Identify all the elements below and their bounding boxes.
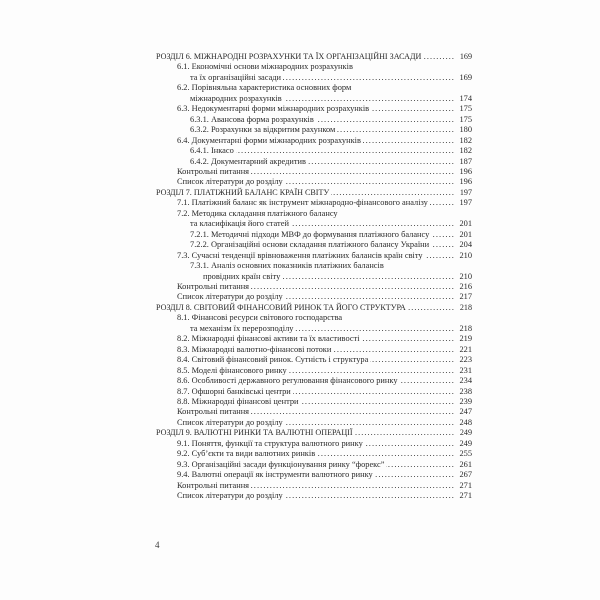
toc-entry-label: 6.2. Порівняльна характеристика основних форм xyxy=(177,83,352,93)
toc-entry xyxy=(156,219,472,229)
toc-entry xyxy=(156,83,472,93)
toc-entry xyxy=(156,366,472,376)
toc-entry xyxy=(156,449,472,459)
toc-entry-page: 210 xyxy=(459,271,472,281)
toc-entry-page: 234 xyxy=(459,376,472,386)
dot-leader xyxy=(363,136,455,146)
toc-entry-label: РОЗДІЛ 7. ПЛАТІЖНИЙ БАЛАНС КРАЇН СВІТУ xyxy=(156,187,330,197)
toc-entry-label: Список літератури до розділу xyxy=(177,491,283,501)
toc-entry-page: 255 xyxy=(459,449,472,459)
toc-entry-page: 219 xyxy=(459,334,472,344)
toc-entry xyxy=(156,209,472,219)
dot-leader xyxy=(371,104,455,114)
toc-entry-label: 8.5. Моделі фінансового ринку xyxy=(177,365,287,375)
toc-list xyxy=(156,52,472,501)
toc-entry-page: 249 xyxy=(459,438,472,448)
dot-leader xyxy=(337,125,455,135)
toc-entry xyxy=(156,292,472,302)
toc-entry-label: 6.1. Економічні основи міжнародних розрахунків xyxy=(177,62,353,72)
toc-entry-page: 201 xyxy=(459,229,472,239)
toc-entry-page: 197 xyxy=(459,187,472,197)
toc-entry-label: 9.2. Суб’єкти та види валютних ринків xyxy=(177,449,316,459)
toc-entry-label: 8.7. Офшорні банківські центри xyxy=(177,386,291,396)
toc-entry xyxy=(156,146,472,156)
toc-entry-label: РОЗДІЛ 8. СВІТОВИЙ ФІНАНСОВИЙ РИНОК ТА ЙОГО СТРУКТУРА xyxy=(156,302,406,312)
toc-entry-page: 217 xyxy=(459,292,472,302)
toc-entry-page: 261 xyxy=(459,459,472,469)
toc-entry-label: 6.4. Документарні форми міжнародних розрахунків xyxy=(177,135,361,145)
toc-entry-page: 201 xyxy=(459,219,472,229)
toc-entry xyxy=(156,460,472,470)
dot-leader xyxy=(284,94,455,104)
toc-entry-page: 248 xyxy=(459,417,472,427)
toc-entry-label: 8.8. Міжнародні фінансові центри xyxy=(177,396,299,406)
dot-leader xyxy=(400,376,455,386)
dot-leader xyxy=(295,324,455,334)
toc-entry xyxy=(156,230,472,240)
toc-entry-label: 7.3. Сучасні тенденції врівноваження платіжних балансів країн світу xyxy=(177,250,423,260)
toc-entry xyxy=(156,251,472,261)
toc-chapter-entry xyxy=(156,303,472,313)
toc-entry xyxy=(156,125,472,135)
toc-entry-page: 180 xyxy=(459,125,472,135)
dot-leader xyxy=(251,282,455,292)
toc-entry-label: 9.4. Валютні операції як інструменти валютного ринку xyxy=(177,470,373,480)
toc-entry-label: Список літератури до розділу xyxy=(177,177,283,187)
dot-leader xyxy=(289,366,455,376)
toc-entry-label: 9.3. Організаційні засади функціонування ринку “форекс” xyxy=(177,459,385,469)
page-number: 4 xyxy=(155,540,160,550)
toc-entry-label: Контрольні питання xyxy=(177,407,250,417)
dot-leader xyxy=(317,449,455,459)
toc-entry-label: Контрольні питання xyxy=(177,281,250,291)
toc-entry xyxy=(156,324,472,334)
dot-leader xyxy=(375,470,455,480)
toc-entry-page: 239 xyxy=(459,396,472,406)
toc-entry xyxy=(156,355,472,365)
dot-leader xyxy=(236,146,455,156)
toc-entry xyxy=(156,136,472,146)
dot-leader xyxy=(423,52,455,62)
toc-entry-page: 223 xyxy=(459,355,472,365)
toc-entry-label: 7.2.2. Організаційні основи складання платіжного балансу України xyxy=(190,240,430,250)
toc-entry-label: 7.2.1. Методичні підходи МВФ до формування платіжного балансу xyxy=(190,229,430,239)
toc-entry-label: та їх організаційні засади xyxy=(190,72,282,82)
dot-leader xyxy=(362,334,455,344)
toc-entry-label: 6.3.2. Розрахунки за відкритим рахунком xyxy=(190,125,336,135)
toc-entry-label: РОЗДІЛ 6. МІЖНАРОДНІ РОЗРАХУНКИ ТА ЇХ ОРГАНІЗАЦІЙНІ ЗАСАДИ xyxy=(156,52,422,61)
toc-entry-label: 8.4. Світовий фінансовий ринок. Сутність і структура xyxy=(177,355,369,365)
toc-entry-page: 218 xyxy=(459,302,472,312)
toc-entry-label: Контрольні питання xyxy=(177,480,250,490)
toc-entry-page: 175 xyxy=(459,104,472,114)
dot-leader xyxy=(333,345,455,355)
dot-leader xyxy=(316,115,455,125)
toc-entry-page: 187 xyxy=(459,156,472,166)
toc-entry xyxy=(156,240,472,250)
toc-entry xyxy=(156,334,472,344)
toc-entry-label: 6.3. Недокументарні форми міжнародних розрахунків xyxy=(177,104,370,114)
toc-entry-label: 8.6. Особливості державного регулювання фінансового ринку xyxy=(177,376,398,386)
toc-entry xyxy=(156,470,472,480)
dot-leader xyxy=(291,219,455,229)
toc-entry-label: та класифікація його статей xyxy=(190,219,289,229)
toc-entry-page: 174 xyxy=(459,93,472,103)
toc-entry xyxy=(156,481,472,491)
toc-entry-page: 271 xyxy=(459,480,472,490)
toc-entry-page: 169 xyxy=(459,52,472,61)
toc-chapter-entry xyxy=(156,428,472,438)
toc-entry-label: Список літератури до розділу xyxy=(177,292,283,302)
toc-entry-page: 204 xyxy=(459,240,472,250)
toc-entry xyxy=(156,345,472,355)
toc-entry xyxy=(156,282,472,292)
toc-entry-label: 8.2. Міжнародні фінансові активи та їх властивості xyxy=(177,334,360,344)
toc-entry xyxy=(156,94,472,104)
toc-entry-page: 249 xyxy=(459,428,472,438)
toc-entry xyxy=(156,387,472,397)
toc-entry-page: 271 xyxy=(459,491,472,501)
toc-entry xyxy=(156,407,472,417)
toc-entry-label: міжнародних розрахунків xyxy=(190,93,282,103)
toc-entry-page: 197 xyxy=(459,198,472,208)
toc-entry xyxy=(156,376,472,386)
dot-leader xyxy=(386,460,455,470)
toc-entry xyxy=(156,439,472,449)
toc-entry xyxy=(156,418,472,428)
toc-entry-page: 182 xyxy=(459,146,472,156)
dot-leader xyxy=(431,230,455,240)
toc-entry xyxy=(156,104,472,114)
dot-leader xyxy=(431,240,455,250)
toc-entry-label: РОЗДІЛ 9. ВАЛЮТНІ РИНКИ ТА ВАЛЮТНІ ОПЕРАЦІЇ xyxy=(156,428,353,438)
dot-leader xyxy=(331,188,455,198)
toc-entry xyxy=(156,73,472,83)
toc-entry xyxy=(156,167,472,177)
dot-leader xyxy=(251,167,455,177)
toc-entry-page: 196 xyxy=(459,166,472,176)
toc-entry-label: провідних країн світу xyxy=(203,271,281,281)
dot-leader xyxy=(285,177,455,187)
dot-leader xyxy=(365,439,455,449)
toc-entry-page: 218 xyxy=(459,323,472,333)
toc-entry xyxy=(156,397,472,407)
dot-leader xyxy=(285,418,455,428)
toc-chapter-entry xyxy=(156,52,472,62)
toc-entry-page: 216 xyxy=(459,281,472,291)
dot-leader xyxy=(408,303,455,313)
toc-entry-page: 238 xyxy=(459,386,472,396)
toc-entry-page: 247 xyxy=(459,407,472,417)
toc-entry-page: 267 xyxy=(459,470,472,480)
toc-entry-label: 9.1. Поняття, функції та структура валютного ринку xyxy=(177,438,363,448)
toc-entry-label: 6.4.1. Інкасо xyxy=(190,146,234,156)
toc-entry xyxy=(156,62,472,72)
toc-entry-label: Контрольні питання xyxy=(177,166,250,176)
toc-entry-label: 7.3.1. Аналіз основних показників платіжних балансів xyxy=(190,261,384,271)
toc-entry-page: 231 xyxy=(459,365,472,375)
toc-entry-page: 221 xyxy=(459,344,472,354)
toc-entry xyxy=(156,115,472,125)
toc-entry-label: 8.3. Міжнародні валютно-фінансові потоки xyxy=(177,344,332,354)
toc-entry-page: 169 xyxy=(459,72,472,82)
toc-entry-page: 196 xyxy=(459,177,472,187)
dot-leader xyxy=(283,73,455,83)
dot-leader xyxy=(425,251,455,261)
dot-leader xyxy=(251,481,455,491)
toc-entry-label: 8.1. Фінансові ресурси світового господарства xyxy=(177,313,343,323)
dot-leader xyxy=(282,272,455,282)
toc-entry-label: 7.2. Методика складання платіжного балансу xyxy=(177,208,338,218)
dot-leader xyxy=(285,292,455,302)
toc-entry xyxy=(156,177,472,187)
toc-entry-label: та механізм їх перерозподілу xyxy=(190,323,294,333)
toc-entry xyxy=(156,261,472,271)
dot-leader xyxy=(301,397,455,407)
dot-leader xyxy=(370,355,455,365)
toc-entry-label: Список літератури до розділу xyxy=(177,417,283,427)
toc-entry xyxy=(156,313,472,323)
dot-leader xyxy=(308,157,455,167)
dot-leader xyxy=(430,198,455,208)
dot-leader xyxy=(355,428,455,438)
toc-entry xyxy=(156,157,472,167)
toc-entry-page: 182 xyxy=(459,135,472,145)
toc-chapter-entry xyxy=(156,188,472,198)
toc-entry-label: 6.3.1. Авансова форма розрахунків xyxy=(190,114,314,124)
toc-entry-page: 210 xyxy=(459,250,472,260)
toc-entry-label: 6.4.2. Документарний акредитив xyxy=(190,156,306,166)
toc-entry-page: 175 xyxy=(459,114,472,124)
dot-leader xyxy=(293,387,455,397)
dot-leader xyxy=(251,407,455,417)
toc-entry xyxy=(156,491,472,501)
toc-entry-label: 7.1. Платіжний баланс як інструмент міжнародно-фінансового аналізу xyxy=(177,198,428,208)
toc-entry xyxy=(156,198,472,208)
dot-leader xyxy=(285,491,455,501)
toc-entry xyxy=(156,272,472,282)
